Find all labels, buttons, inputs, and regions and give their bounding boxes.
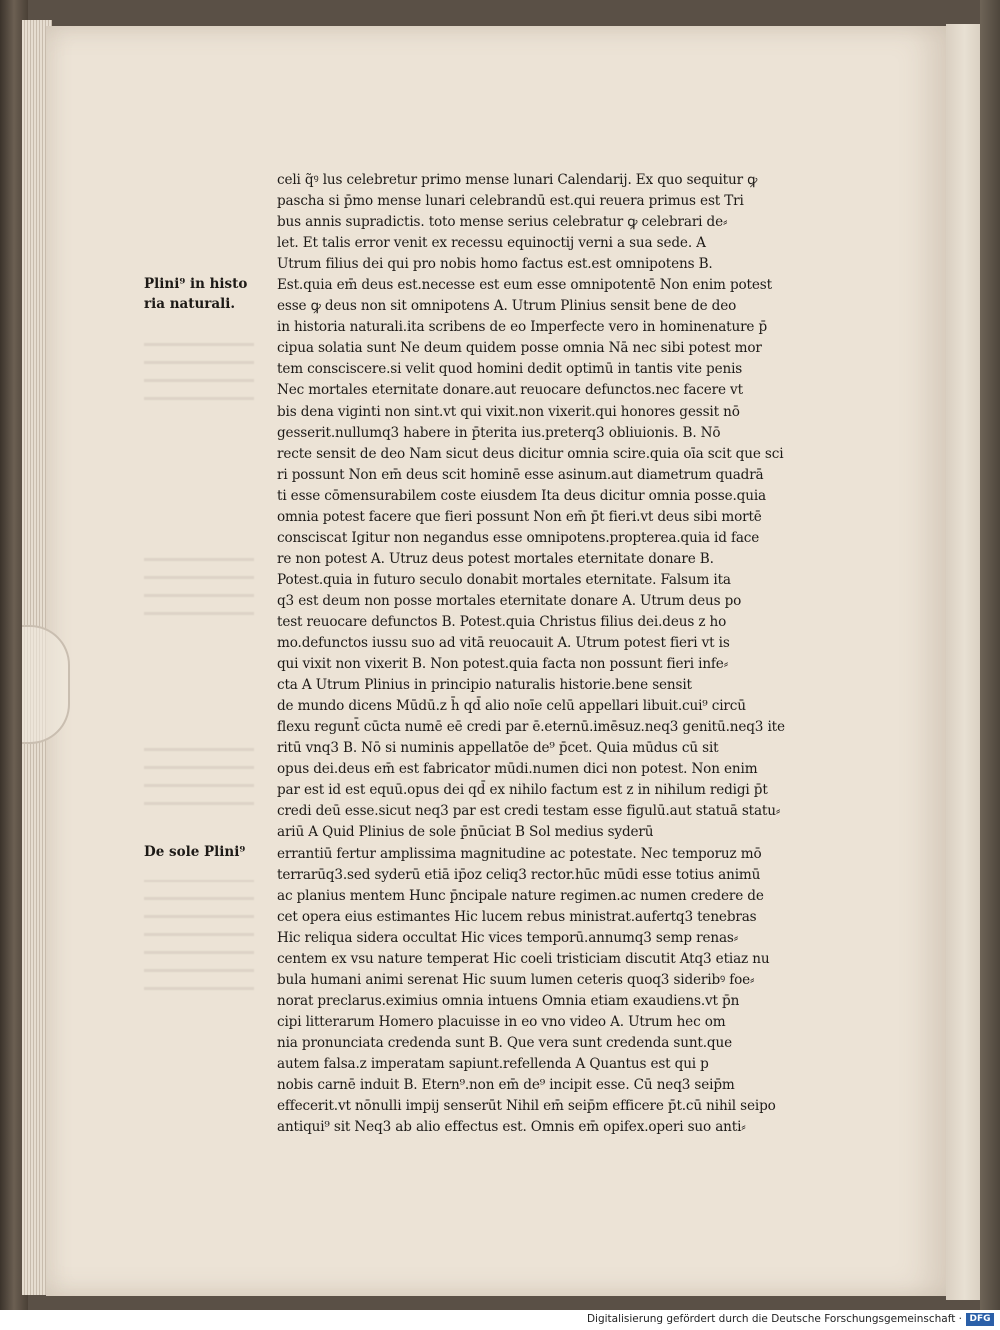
- dfg-logo: DFG: [966, 1313, 994, 1326]
- text-line: par est id est equū.opus dei qd̄ ex nihilo factum est z in nihilum redigi p̄t: [277, 782, 768, 799]
- text-line: autem falsa.z imperatam sapiunt.refellenda A Quantus est qui p: [277, 1055, 709, 1072]
- text-line: qui vixit non vixerit B. Non potest.quia facta non possunt fieri infe⸗: [277, 656, 729, 673]
- text-line: test reuocare defunctos B. Potest.quia Christus filius dei.deus z ho: [277, 613, 727, 630]
- marginal-note-line: Plini⁹ in histo: [144, 276, 248, 292]
- text-line: flexu regunt̄ cūcta numē eē credi par ē.eternū.imēsuz.neq3 genitū.neq3 ite: [277, 719, 785, 736]
- text-line: Nec mortales eternitate donare.aut reuocare defunctos.nec facere vt: [277, 382, 743, 399]
- text-line: cet opera eius estimantes Hic lucem rebus ministrat.aufertq3 tenebras: [277, 908, 757, 925]
- marginal-note-line: De sole Plini⁹: [144, 844, 246, 860]
- text-line: bis dena viginti non sint.vt qui vixit.non vixerit.qui honores gessit nō: [277, 403, 740, 420]
- text-line: mo.defunctos iussu suo ad vitā reuocauit A. Utrum potest fieri vt is: [277, 635, 730, 652]
- show-through-mark: [144, 555, 254, 615]
- text-line: gesserit.nullumq3 habere in p̄terita ius.preterq3 obliuionis. B. Nō: [277, 424, 721, 441]
- right-binding: [980, 0, 1000, 1310]
- main-text-block: [277, 170, 889, 1138]
- text-line: cipua solatia sunt Ne deum quidem posse omnia Nā nec sibi potest mor: [277, 340, 762, 357]
- text-line: terrarūq3.sed syderū etiā ip̄oz celiq3 rector.hūc mūdi esse totius animū: [277, 866, 761, 883]
- text-line: cta A Utrum Plinius in principio naturalis historie.bene sensit: [277, 677, 692, 694]
- text-line: bula humani animi serenat Hic suum lumen ceteris quoq3 sideribꝰ foe⸗: [277, 971, 755, 988]
- text-line: re non potest A. Utruz deus potest mortales eternitate donare B.: [277, 550, 714, 567]
- text-line: in historia naturali.ita scribens de eo Imperfecte vero in hominenature p̄: [277, 319, 768, 336]
- text-line: Utrum filius dei qui pro nobis homo factus est.est omnipotens B.: [277, 256, 713, 273]
- text-line: ti esse cōmensurabilem coste eiusdem Ita deus dicitur omnia posse.quia: [277, 487, 766, 504]
- show-through-mark: [144, 745, 254, 805]
- text-line: nobis carnē induit B. Etern⁹.non em̄ de⁹ incipit esse. Cū neq3 seip̄m: [277, 1077, 735, 1094]
- text-line: pascha si p̄mo mense lunari celebrandū est.qui reuera primus est Tri: [277, 193, 744, 210]
- marginal-note-de-sole: [144, 842, 274, 862]
- text-line: credi deū esse.sicut neq3 par est credi testam esse figulū.aut statuā statu⸗: [277, 803, 781, 820]
- text-line: norat preclarus.eximius omnia intuens Omnia etiam exaudiens.vt p̄n: [277, 992, 740, 1009]
- text-line: q3 est deum non posse mortales eternitate donare A. Utrum deus po: [277, 592, 742, 609]
- page-clip-tab: [22, 625, 70, 744]
- text-line: Est.quia em̄ deus est.necesse est eum esse omnipotentē Non enim potest: [277, 277, 772, 294]
- text-line: antiqui⁹ sit Neq3 ab alio effectus est. Omnis em̄ opifex.operi suo anti⸗: [277, 1119, 746, 1136]
- text-line: cipi litterarum Homero placuisse in eo vno video A. Utrum hec om: [277, 1013, 726, 1030]
- text-line: celi q̃ꝰ lus celebretur primo mense lunari Calendarij. Ex quo sequitur ꝙ: [277, 172, 758, 188]
- text-line: bus annis supradictis. toto mense serius celebratur ꝙ celebrari de⸗: [277, 214, 728, 231]
- text-line: ri possunt Non em̄ deus scit hominē esse asinum.aut diametrum quadrā: [277, 466, 764, 483]
- text-line: nia pronunciata credenda sunt B. Que vera sunt credenda sunt.que: [277, 1034, 732, 1051]
- text-line: esse ꝙ deus non sit omnipotens A. Utrum Plinius sensit bene de deo: [277, 298, 737, 315]
- text-line: effecerit.vt nōnulli impij senserūt Nihil em̄ seip̄m efficere p̄t.cū nihil seipo: [277, 1098, 776, 1115]
- text-line: recte sensit de deo Nam sicut deus dicitur omnia scire.quia oīa scit que sci: [277, 445, 784, 462]
- footer-bar: [0, 1310, 1000, 1330]
- text-line: consciscat Igitur non negandus esse omnipotens.propterea.quia id face: [277, 529, 760, 546]
- text-line: Hic reliqua sidera occultat Hic vices temporū.annumq3 semp renas⸗: [277, 929, 739, 946]
- text-line: ariū A Quid Plinius de sole p̄nūciat B Sol medius syderū: [277, 824, 654, 841]
- show-through-mark: [144, 340, 254, 400]
- text-line: opus dei.deus em̄ est fabricator mūdi.numen dici non potest. Non enim: [277, 761, 758, 778]
- marginal-note-plini-historia: [144, 274, 274, 314]
- text-line: ritū vnq3 B. Nō si numinis appellatōe de⁹ p̄cet. Quia mūdus cū sit: [277, 740, 719, 757]
- text-line: omnia potest facere que fieri possunt Non em̄ p̄t fieri.vt deus sibi mortē: [277, 508, 762, 525]
- text-line: Potest.quia in futuro seculo donabit mortales eternitate. Falsum ita: [277, 571, 731, 588]
- show-through-mark: [144, 880, 254, 990]
- digitization-credit: Digitalisierung gefördert durch die Deutsche Forschungsgemeinschaft ·: [586, 1313, 962, 1325]
- text-line: let. Et talis error venit ex recessu equinoctij verni a sua sede. A: [277, 235, 706, 252]
- marginal-note-line: ria naturali.: [144, 296, 236, 312]
- text-line: de mundo dicens Mūdū.z h̄ qd̄ alio noīe celū appellari libuit.cui⁹ circū: [277, 698, 746, 715]
- text-line: tem consciscere.si velit quod homini dedit optimū in tantis vite penis: [277, 361, 743, 378]
- text-line: errantiū fertur amplissima magnitudine ac potestate. Nec temporuz mō: [277, 845, 762, 862]
- text-line: centem ex vsu nature temperat Hic coeli tristiciam discutit Atq3 etiaz nu: [277, 950, 770, 967]
- text-line: ac planius mentem Hunc p̄ncipale nature regimen.ac numen credere de: [277, 887, 764, 904]
